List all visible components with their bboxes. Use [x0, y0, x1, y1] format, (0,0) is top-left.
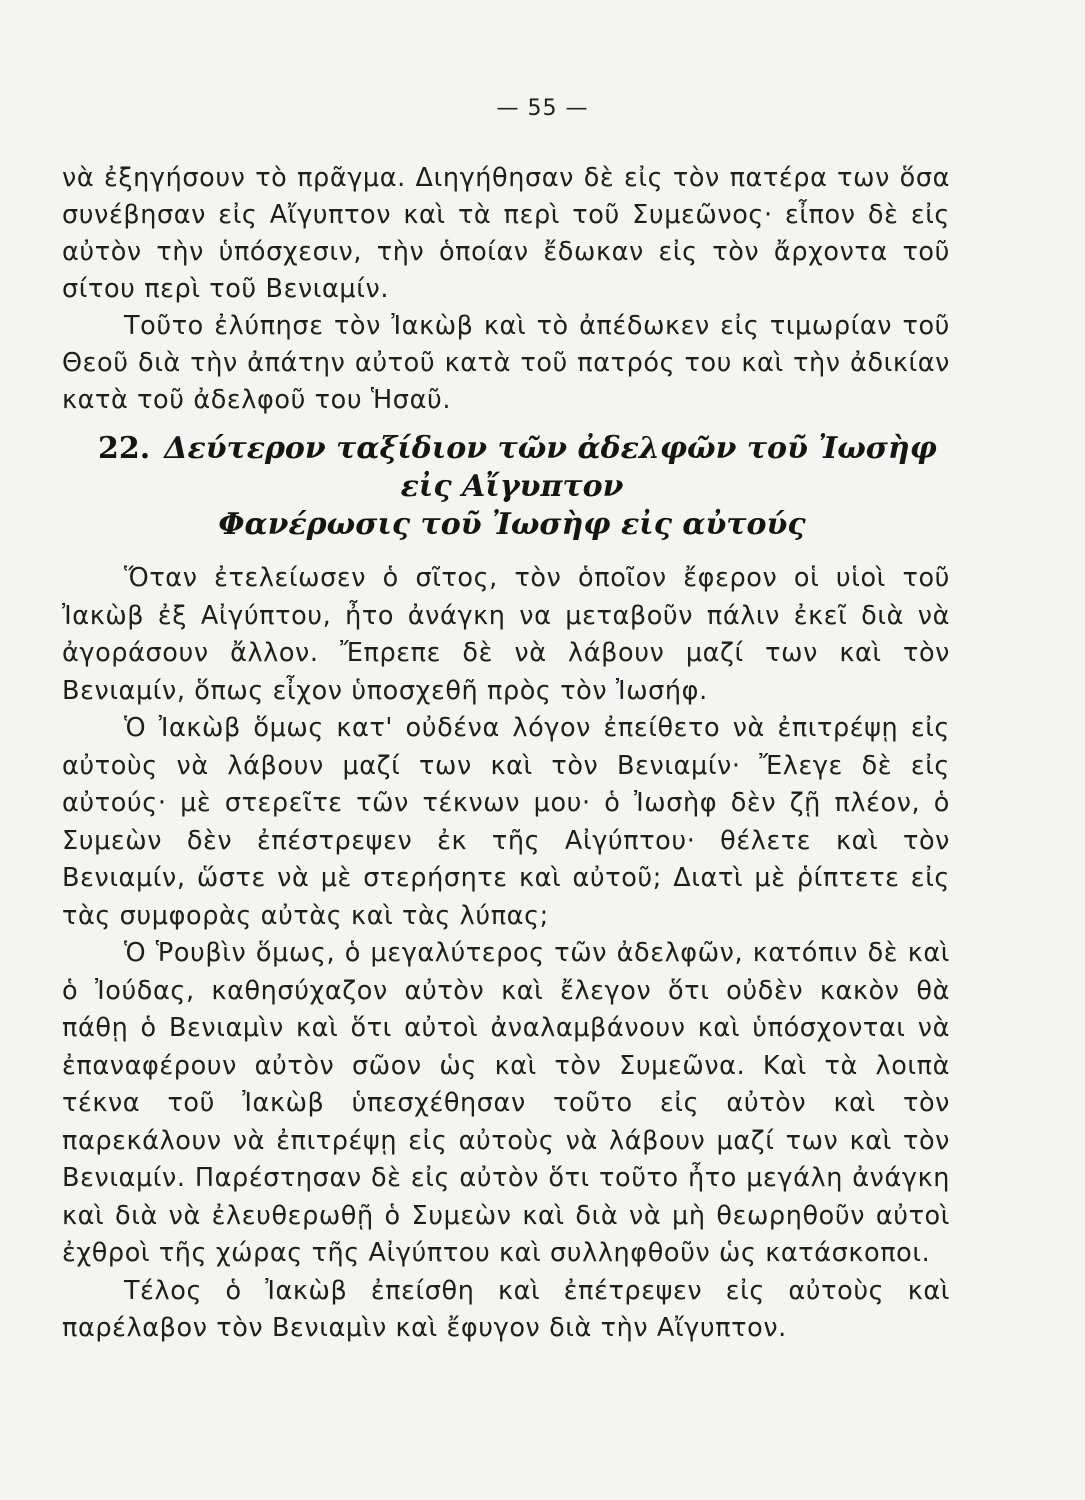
heading-title: Δεύτερον ταξίδιον τῶν ἀδελφῶν τοῦ Ἰωσὴφ: [164, 431, 937, 466]
paragraph: Ὅταν ἐτελείωσεν ὁ σῖτος, τὸν ὁποῖον ἔφερον οἱ υἱοὶ τοῦ Ἰακὼβ ἐξ Αἰγύπτου, ἦτο ἀνάγκη να μεταβοῦν πάλιν ἐκεῖ διὰ νὰ ἀγοράσουν ἄλλον. Ἔπρεπε δὲ νὰ λάβουν μαζί των καὶ τὸν Βενιαμίν, ὅπως εἶχον ὑποσχεθῆ πρὸς τὸν Ἰωσήφ.: [62, 563, 950, 706]
paragraph: νὰ ἐξηγήσουν τὸ πρᾶγμα. Διηγήθησαν δὲ εἰς τὸν πατέρα των ὅσα συνέβησαν εἰς Αἴγυπτον καὶ τὰ περὶ τοῦ Συμεῶνος· εἶπον δὲ εἰς αὐτὸν τὴν ὑπόσχεσιν, τὴν ὁποίαν ἔδωκαν εἰς τὸν ἄρχοντα τοῦ σίτου περὶ τοῦ Βενιαμίν.: [62, 163, 950, 304]
paragraph: Τοῦτο ἐλύπησε τὸν Ἰακὼβ καὶ τὸ ἀπέδωκεν εἰς τιμωρίαν τοῦ Θεοῦ διὰ τὴν ἀπάτην αὐτοῦ κατὰ τοῦ πατρός του καὶ τὴν ἀδικίαν κατὰ τοῦ ἀδελφοῦ του Ἡσαῦ.: [62, 311, 950, 415]
page-number: — 55 —: [496, 96, 589, 121]
heading-subtitle: Φανέρωσις τοῦ Ἰωσὴφ εἰς αὐτούς: [218, 507, 806, 542]
top-text-block: [62, 160, 950, 419]
heading-line-1: [62, 430, 962, 468]
section-number: 22.: [98, 431, 151, 466]
paragraph: Ὁ Ἰακὼβ ὅμως κατ' οὐδένα λόγον ἐπείθετο νὰ ἐπιτρέψῃ εἰς αὐτοὺς νὰ λάβουν μαζί των καὶ τὸν Βενιαμίν· Ἔλεγε δὲ εἰς αὐτούς· μὲ στερεῖτε τῶν τέκνων μου· ὁ Ἰωσὴφ δὲν ζῇ πλέον, ὁ Συμεὼν δὲν ἐπέστρεψεν ἐκ τῆς Αἰγύπτου· θέλετε καὶ τὸν Βενιαμίν, ὥστε νὰ μὲ στερήσητε καὶ αὐτοῦ; Διατὶ μὲ ῥίπτετε εἰς τὰς συμφορὰς αὐτὰς καὶ τὰς λύπας;: [62, 713, 950, 931]
paragraph: Τέλος ὁ Ἰακὼβ ἐπείσθη καὶ ἐπέτρεψεν εἰς αὐτοὺς καὶ παρέλαβον τὸν Βενιαμὶν καὶ ἔφυγον διὰ τὴν Αἴγυπτον.: [62, 1275, 950, 1343]
section-heading: [62, 430, 962, 544]
paragraph: Ὁ Ῥουβὶν ὅμως, ὁ μεγαλύτερος τῶν ἀδελφῶν, κατόπιν δὲ καὶ ὁ Ἰούδας, καθησύχαζον αὐτὸν καὶ ἔλεγον ὅτι οὐδὲν κακὸν θὰ πάθῃ ὁ Βενιαμὶν καὶ ὅτι αὐτοὶ ἀναλαμβάνουν καὶ ὑπόσχονται νὰ ἐπαναφέρουν αὐτὸν σῶον ὡς καὶ τὸν Συμεῶνα. Καὶ τὰ λοιπὰ τέκνα τοῦ Ἰακὼβ ὑπεσχέθησαν τοῦτο εἰς αὐτὸν καὶ τὸν παρεκάλουν νὰ ἐπιτρέψῃ εἰς αὐτοὺς νὰ λάβουν μαζί των καὶ τὸν Βενιαμίν. Παρέστησαν δὲ εἰς αὐτὸν ὅτι τοῦτο ἦτο μεγάλη ἀνάγκη καὶ διὰ νὰ ἐλευθερωθῇ ὁ Συμεὼν καὶ διὰ νὰ μὴ θεωρηθοῦν αὐτοὶ ἐχθροὶ τῆς χώρας τῆς Αἰγύπτου καὶ συλληφθοῦν ὡς κατάσκοποι.: [62, 938, 950, 1268]
heading-line-2: εἰς Αἴγυπτον: [400, 469, 624, 504]
main-text-block: [62, 560, 950, 1348]
